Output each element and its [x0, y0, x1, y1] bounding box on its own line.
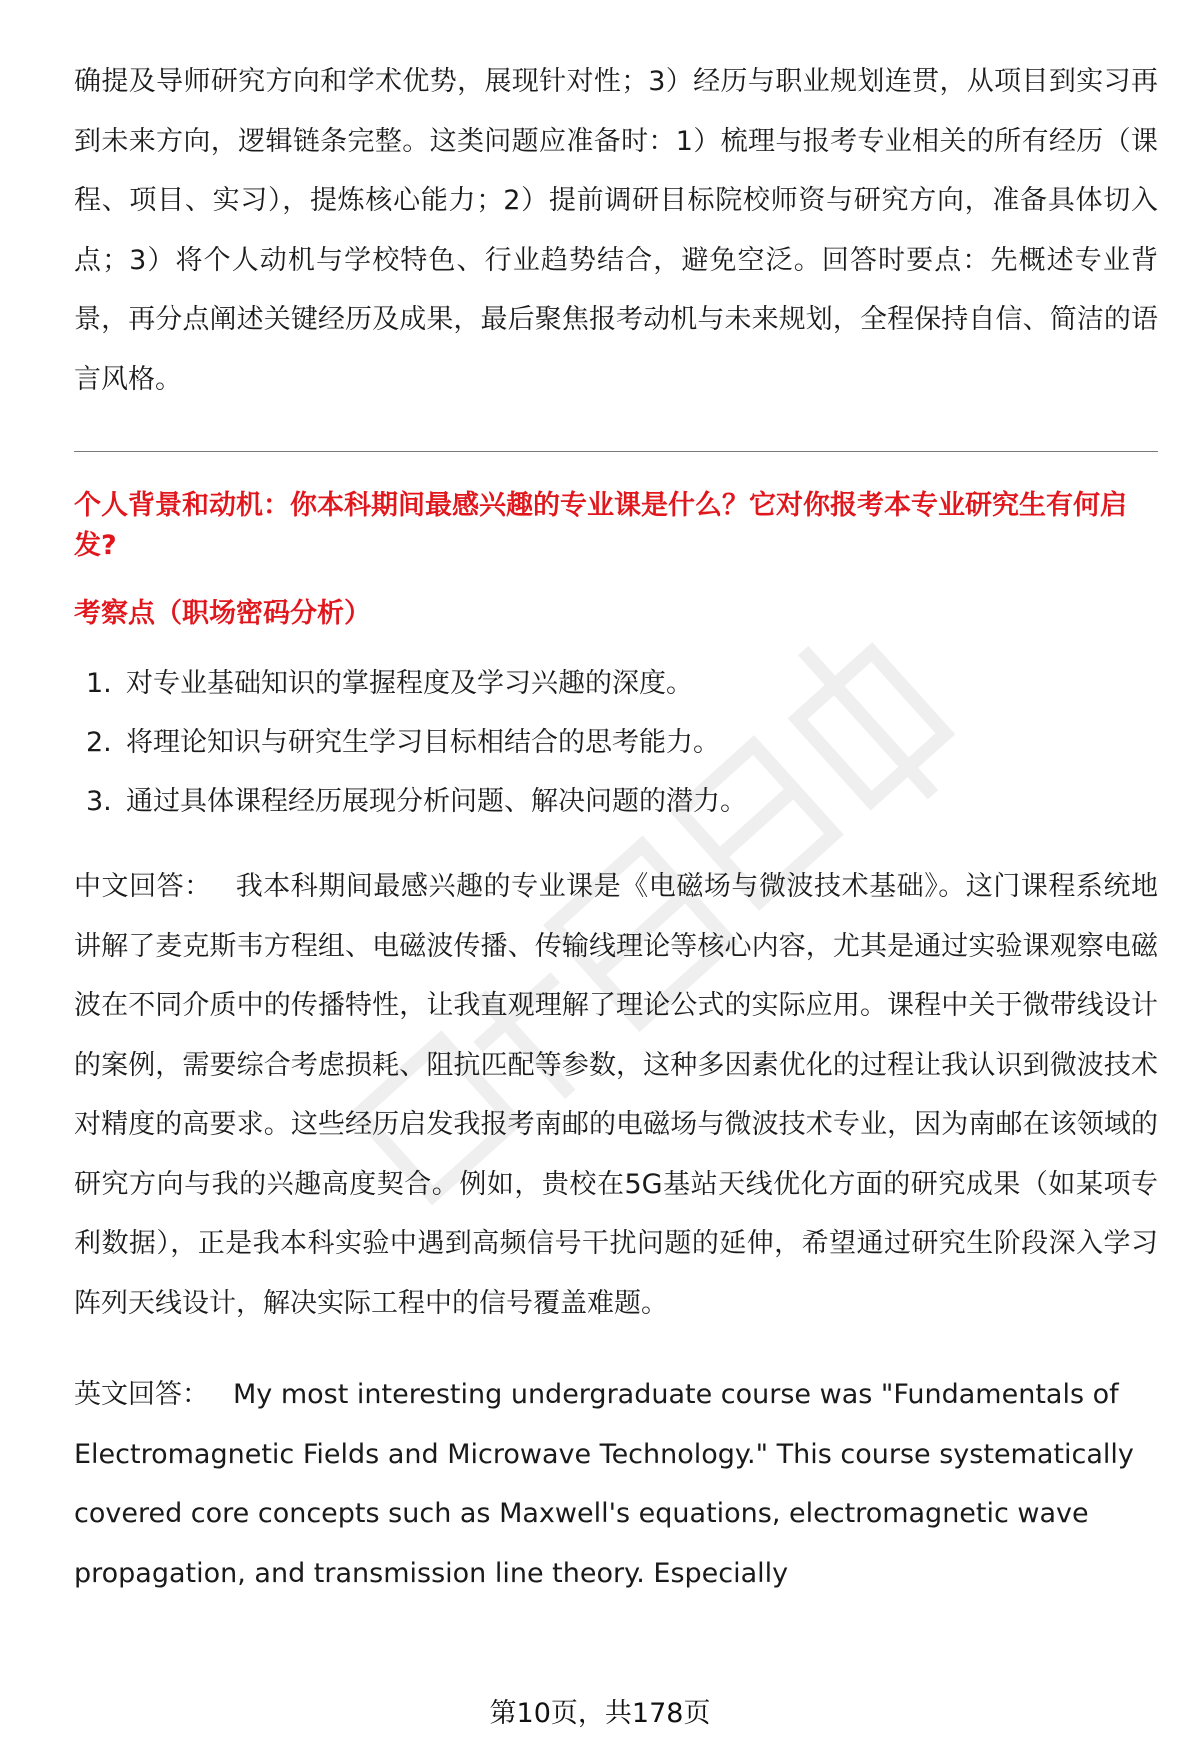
english-answer — [74, 1365, 1158, 1603]
list-item-text: 通过具体课程经历展现分析问题、解决问题的潜力。 — [126, 786, 747, 817]
chinese-answer — [74, 857, 1158, 1333]
list-item-number: 1. — [86, 668, 112, 699]
assessment-points-list — [74, 654, 1158, 831]
chinese-answer-text: 我本科期间最感兴趣的专业课是《电磁场与微波技术基础》。这门课程系统地讲解了麦克斯韦方程组、电磁波传播、传输线理论等核心内容，尤其是通过实验课观察电磁波在不同介质中的传播特性，让我直观理解了理论公式的实际应用。课程中关于微带线设计的案例，需要综合考虑损耗、阻抗匹配等参数，这种多因素优化的过程让我认识到微波技术对精度的高要求。这些经历启发我报考南邮的电磁场与微波技术专业，因为南邮在该领域的研究方向与我的兴趣高度契合。例如，贵校在5G基站天线优化方面的研究成果（如某项专利数据），正是我本科实验中遇到高频信号干扰问题的延伸，希望通过研究生阶段深入学习阵列天线设计，解决实际工程中的信号覆盖难题。 — [74, 871, 1159, 1319]
list-item-number: 2. — [86, 727, 112, 758]
page-number-footer: 第10页，共178页 — [489, 1698, 711, 1729]
english-answer-text: My most interesting undergraduate course was "Fundamentals of Electromagnetic Fields and Microwave Technology." This course systematically covered core concepts such as Maxwell's equations, electromagnetic wave propagation, and transmission line theory. Especially — [74, 1379, 1134, 1589]
intro-paragraph: 确提及导师研究方向和学术优势，展现针对性；3）经历与职业规划连贯，从项目到实习再到未来方向，逻辑链条完整。这类问题应准备时：1）梳理与报考专业相关的所有经历（课程、项目、实习），提炼核心能力；2）提前调研目标院校师资与研究方向，准备具体切入点；3）将个人动机与学校特色、行业趋势结合，避免空泛。回答时要点：先概述专业背景，再分点阐述关键经历及成果，最后聚焦报考动机与未来规划，全程保持自信、简洁的语言风格。 — [74, 66, 1158, 395]
list-item-text: 将理论知识与研究生学习目标相结合的思考能力。 — [126, 727, 720, 758]
list-item-number: 3. — [86, 786, 112, 817]
question-title: 个人背景和动机：你本科期间最感兴趣的专业课是什么？它对你报考本专业研究生有何启发? — [74, 490, 1127, 561]
list-item-text: 对专业基础知识的掌握程度及学习兴趣的深度。 — [126, 668, 693, 699]
list-item — [74, 772, 1158, 831]
question-subheading: 考察点（职场密码分析） — [74, 598, 371, 629]
list-item — [74, 713, 1158, 772]
section-divider — [74, 451, 1158, 452]
english-answer-label: 英文回答： — [74, 1379, 209, 1410]
chinese-answer-label: 中文回答： — [74, 871, 212, 902]
list-item — [74, 654, 1158, 713]
document-page — [74, 52, 1158, 1603]
